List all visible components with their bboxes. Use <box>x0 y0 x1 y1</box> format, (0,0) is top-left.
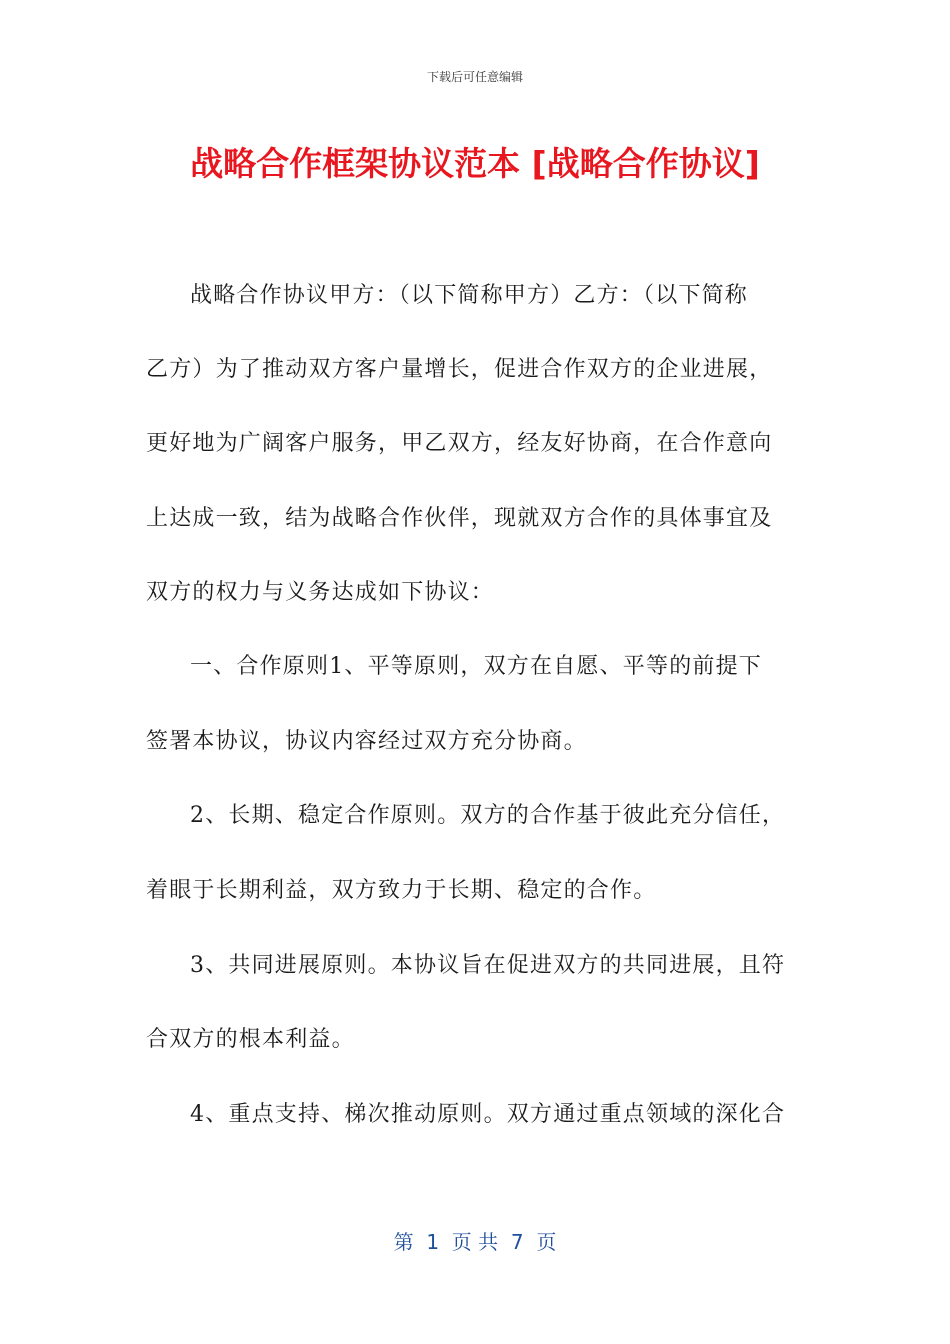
paragraph-line: 着眼于长期利益，双方致力于长期、稳定的合作。 <box>146 878 657 903</box>
paragraph-line: 签署本协议，协议内容经过双方充分协商。 <box>146 729 587 754</box>
paragraph-line: 双方的权力与义务达成如下协议： <box>146 580 495 605</box>
document-title: 战略合作框架协议范本 [战略合作协议] <box>190 144 760 183</box>
paragraph-line: 2、长期、稳定合作原则。双方的合作基于彼此充分信任， <box>190 803 786 828</box>
paragraph-line: 乙方）为了推动双方客户量增长，促进合作双方的企业进展， <box>146 357 773 382</box>
paragraph-line: 合双方的根本利益。 <box>146 1027 355 1052</box>
paragraph-line: 3、共同进展原则。本协议旨在促进双方的共同进展，且符 <box>190 953 786 978</box>
page-number-footer: 第 1 页 共 7 页 <box>393 1230 557 1254</box>
paragraph-line: 更好地为广阔客户服务，甲乙双方，经友好协商，在合作意向 <box>146 431 773 456</box>
header-note: 下载后可任意编辑 <box>426 70 523 84</box>
paragraph-line: 上达成一致，结为战略合作伙伴，现就双方合作的具体事宜及 <box>146 506 773 531</box>
paragraph-line: 战略合作协议甲方：（以下简称甲方）乙方：（以下简称 <box>190 283 749 308</box>
paragraph-line: 4、重点支持、梯次推动原则。双方通过重点领域的深化合 <box>190 1102 786 1127</box>
paragraph-line: 一、合作原则1、平等原则，双方在自愿、平等的前提下 <box>190 654 762 679</box>
